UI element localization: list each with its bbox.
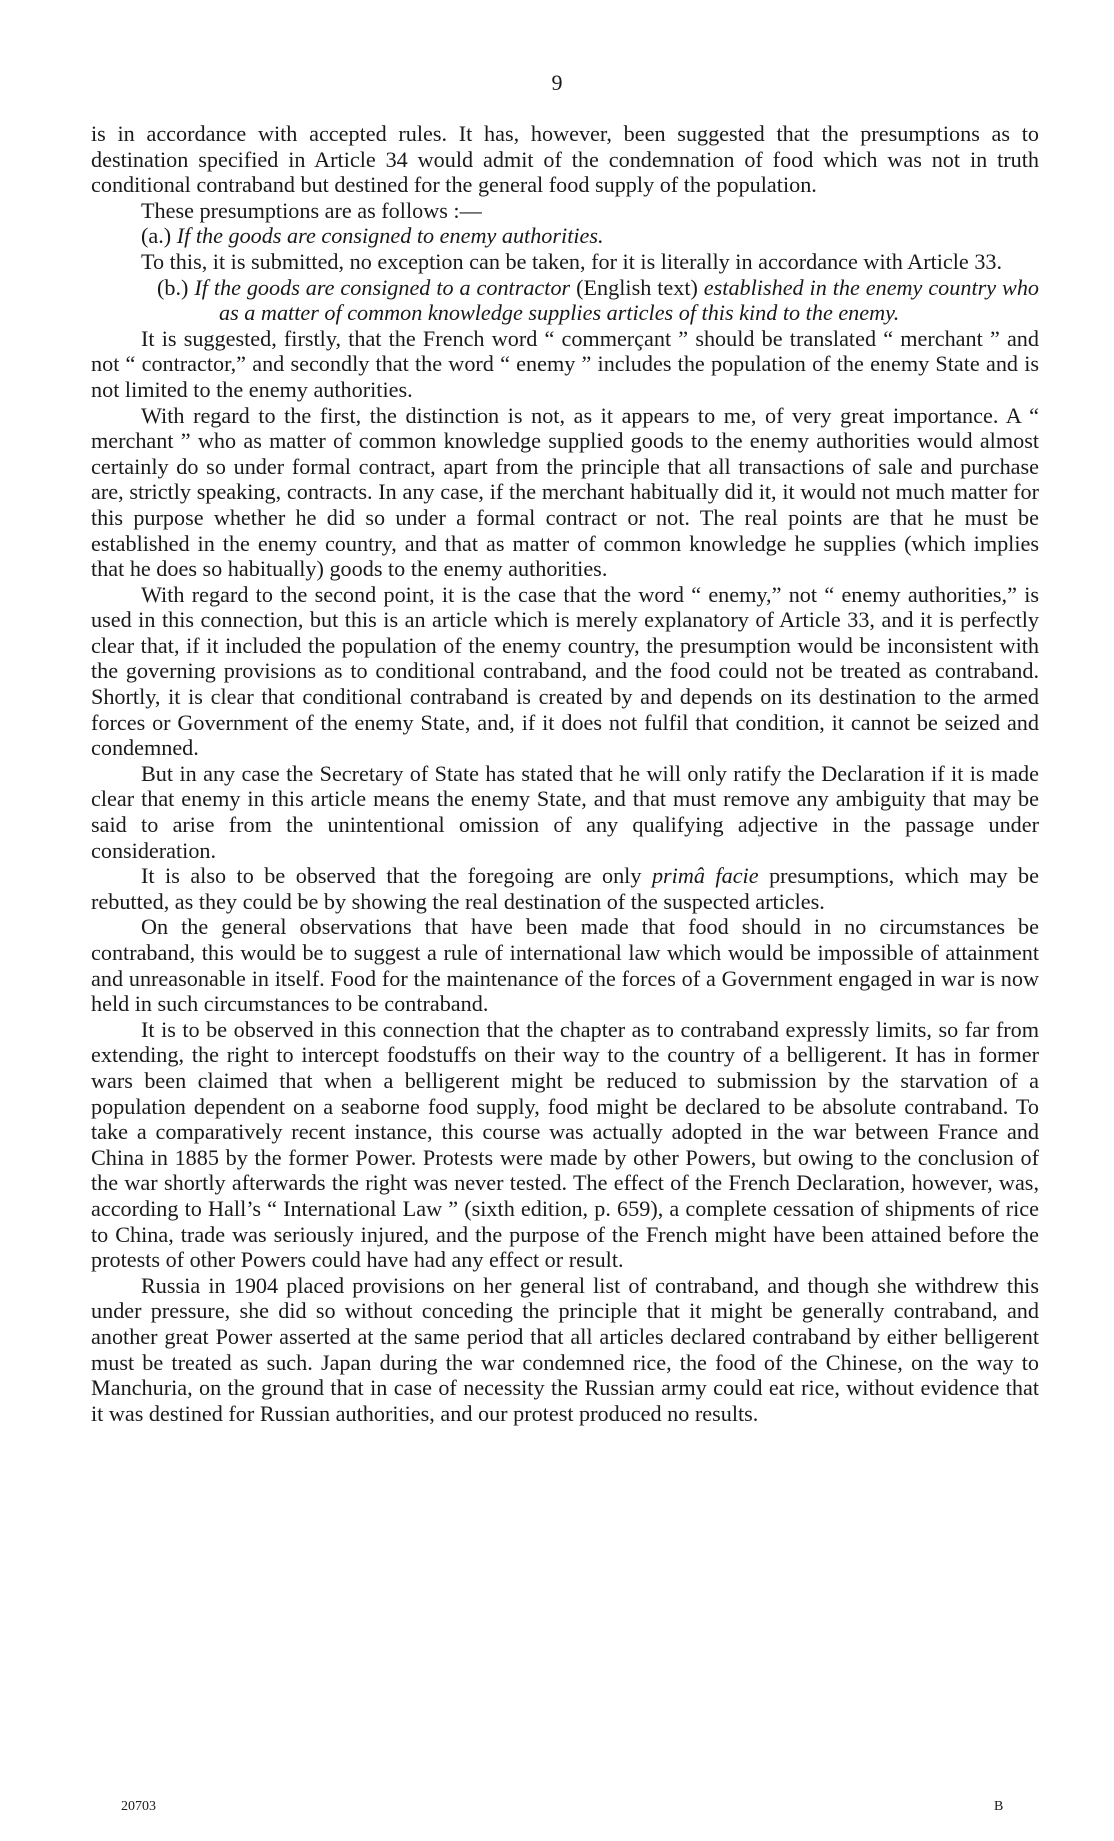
presumption-b-text-2: established in the enemy country who as a matter of common knowledge supplies articles of this kind to the enemy. <box>219 274 1040 326</box>
paragraph-9: On the general observations that have been made that food should in no circumstances be contraband, this would be to suggest a rule of international law which would be impossible of attainment and unreasonable in itself. Food for the maintenance of the forces of a Government engaged in war is now held in such circumstances to be contraband. <box>91 914 1039 1017</box>
document-body <box>91 121 1039 1426</box>
paragraph-8-end: presumptions, which may be rebutted, as they could be by showing the real destination of the suspected articles. <box>91 863 1039 914</box>
footer-print-number: 20703 <box>121 1799 156 1814</box>
presumption-b <box>91 275 1039 326</box>
presumption-a-text: If the goods are consigned to enemy authorities. <box>176 223 604 249</box>
paragraph-2: These presumptions are as follows :— <box>141 197 482 223</box>
paragraph-7: But in any case the Secretary of State has stated that he will only ratify the Declaration if it is made clear that enemy in this article means the enemy State, and that must remove any ambiguity that may be said to arise from the unintentional omission of any qualifying adjective in the passage under consideration. <box>91 760 1039 863</box>
presumption-b-text-1: If the goods are consigned to a contractor <box>194 274 571 300</box>
paragraph-11: Russia in 1904 placed provisions on her general list of contraband, and though she withdrew this under pressure, she did so without conceding the principle that it might be generally contraband, and another great Power asserted at the same period that all articles declared contraband by either belligerent must be treated as such. Japan during the war condemned rice, the food of the Chinese, on the way to Manchuria, on the ground that in case of necessity the Russian army could eat rice, without evidence that it was destined for Russian authorities, and our protest produced no results. <box>91 1272 1039 1426</box>
paragraph-8 <box>91 863 1039 914</box>
paragraph-3: To this, it is submitted, no exception can be taken, for it is literally in accordance with Article 33. <box>141 248 1003 274</box>
prima-facie-text: primâ facie <box>651 863 759 889</box>
paragraph-10: It is to be observed in this connection that the chapter as to contraband expressly limits, so far from extending, the right to intercept foodstuffs on their way to the country of a belligerent. It has in former wars been claimed that when a belligerent might be reduced to submission by the starvation of a population dependent on a seaborne food supply, food might be declared to be absolute contraband. To take a comparatively recent instance, this course was actually adopted in the war between France and China in 1885 by the former Power. Protests were made by other Powers, but owing to the conclusion of the war shortly afterwards the right was never tested. The effect of the French Declaration, however, was, according to Hall’s “ International Law ” (sixth edition, p. 659), a complete cessation of shipments of rice to China, trade was seriously injured, and the purpose of the French might have been attained before the protests of other Powers could have had any effect or result. <box>91 1016 1039 1273</box>
presumption-b-label: (b.) <box>157 274 189 300</box>
presumption-a <box>91 223 1039 249</box>
paragraph-4: It is suggested, firstly, that the French word “ commerçant ” should be translated “ merchant ” and not “ contractor,” and secondly that the word “ enemy ” includes the population of the enemy State and is not limited to the enemy authorities. <box>91 325 1039 402</box>
paragraph-1: is in accordance with accepted rules. It has, however, been suggested that the presumptions as to destination specified in Article 34 would admit of the condemnation of food which was not in truth conditional contraband but destined for the general food supply of the population. <box>91 121 1039 198</box>
paragraph-6: With regard to the second point, it is the case that the word “ enemy,” not “ enemy authorities,” is used in this connection, but this is an article which is merely explanatory of Article 33, and it is perfectly clear that, if it included the population of the enemy country, the presumption would be inconsistent with the governing provisions as to conditional contraband, and the food could not be treated as contraband. Shortly, it is clear that conditional contraband is created by and depends on its destination to the armed forces or Government of the enemy State, and, if it does not fulfil that condition, it cannot be seized and condemned. <box>91 581 1039 761</box>
paragraph-5: With regard to the first, the distinction is not, as it appears to me, of very great importance. A “ merchant ” who as matter of common knowledge supplied goods to the enemy authorities would almost certainly do so under formal contract, apart from the principle that all transactions of sale and purchase are, strictly speaking, contracts. In any case, if the merchant habitually did it, it would not much matter for this purpose whether he did so under a formal contract or not. The real points are that he must be established in the enemy country, and that as matter of common knowledge he supplies (which implies that he does so habitually) goods to the enemy authorities. <box>91 402 1039 582</box>
paragraph-8-start: It is also to be observed that the foregoing are only <box>141 863 642 889</box>
footer-signature-mark: B <box>994 1799 1004 1814</box>
presumption-a-label: (a.) <box>141 223 172 249</box>
presumption-b-note: (English text) <box>576 274 698 300</box>
page-number: 9 <box>551 70 563 95</box>
